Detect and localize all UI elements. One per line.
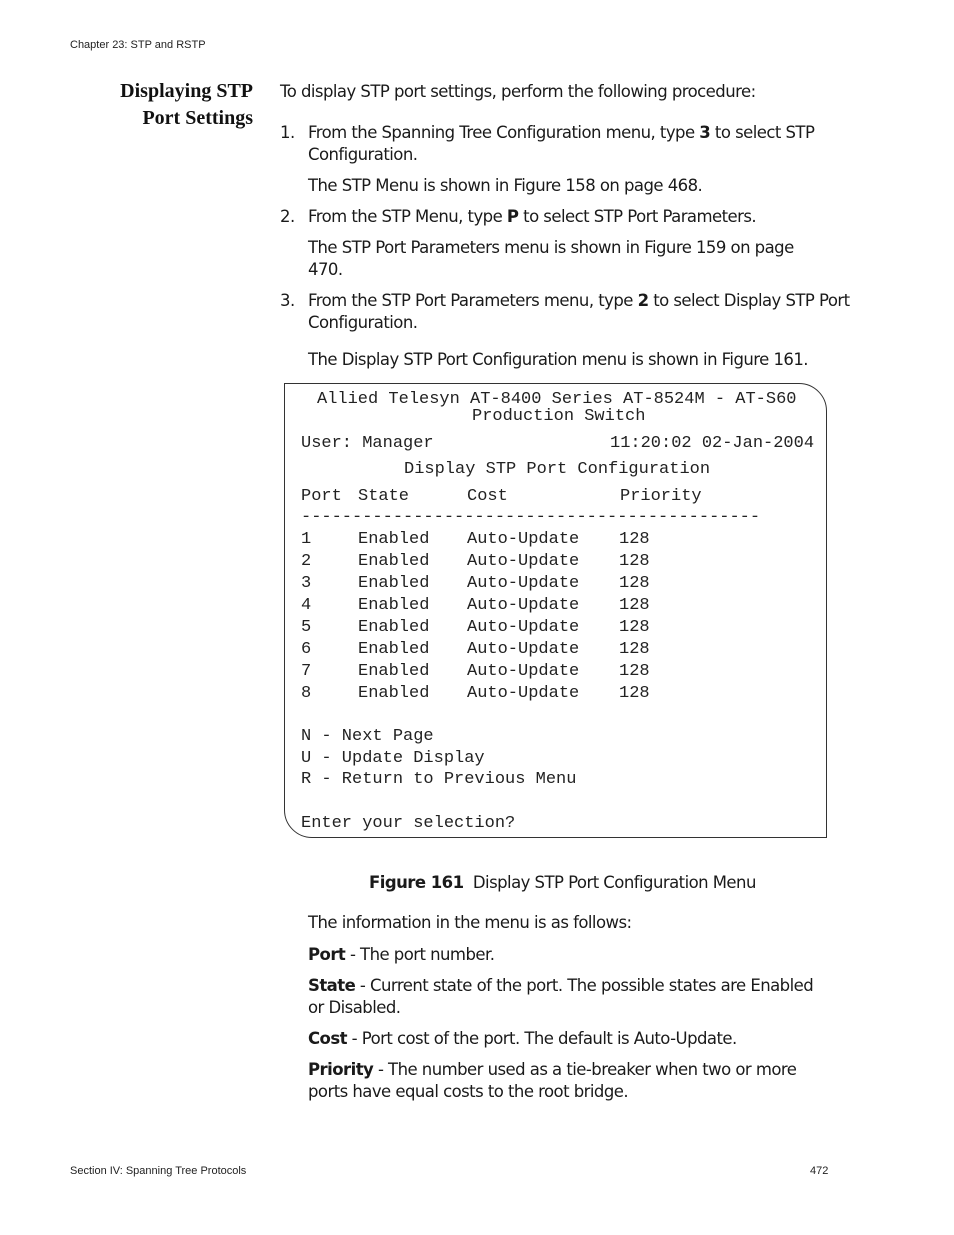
desc-port: - The port number. xyxy=(345,945,495,964)
step-text-part: From the STP Port Parameters menu, type xyxy=(308,291,638,310)
cell-priority: 128 xyxy=(619,552,650,571)
step-number: 2. xyxy=(280,207,295,226)
desc-state-line2: or Disabled. xyxy=(308,998,401,1017)
chapter-header: Chapter 23: STP and RSTP xyxy=(70,39,206,51)
screen-title-line1: Allied Telesyn AT-8400 Series AT-8524M - AT-S60 xyxy=(317,390,797,409)
term-port: Port xyxy=(308,945,346,964)
step-3-note: The Display STP Port Configuration menu is shown in Figure 161. xyxy=(308,350,808,369)
step-text-part: to select Display STP Port xyxy=(648,291,850,310)
cell-priority: 128 xyxy=(619,530,650,549)
cell-port: 3 xyxy=(301,574,312,593)
cell-state: Enabled xyxy=(358,662,430,681)
section-title xyxy=(53,78,253,132)
step-key: 3 xyxy=(699,123,711,142)
step-text-part: to select STP xyxy=(710,123,815,142)
section-title-line2: Port Settings xyxy=(142,107,253,129)
cell-cost: Auto-Update xyxy=(467,684,580,703)
cell-state: Enabled xyxy=(358,530,430,549)
cell-cost: Auto-Update xyxy=(467,530,580,549)
info-priority xyxy=(308,1059,796,1103)
cell-port: 1 xyxy=(301,530,312,549)
desc-cost: - Port cost of the port. The default is Auto-Update. xyxy=(346,1029,737,1048)
col-header-priority: Priority xyxy=(620,487,702,506)
screen-datetime: 11:20:02 02-Jan-2004 xyxy=(610,434,815,453)
step-key: P xyxy=(506,207,519,226)
page-number: 472 xyxy=(810,1165,829,1177)
cell-state: Enabled xyxy=(358,640,430,659)
col-header-cost: Cost xyxy=(467,487,508,506)
step-text-line2: Configuration. xyxy=(308,145,418,164)
screen-user: User: Manager xyxy=(301,434,434,453)
cell-port: 5 xyxy=(301,618,312,637)
cell-priority: 128 xyxy=(619,684,650,703)
cell-cost: Auto-Update xyxy=(467,662,580,681)
step-1-note: The STP Menu is shown in Figure 158 on page 468. xyxy=(308,176,703,195)
screen-menu-title: Display STP Port Configuration xyxy=(404,460,711,479)
screen-divider: --------------------------------------------- xyxy=(301,508,761,527)
figure-caption-text: Display STP Port Configuration Menu xyxy=(472,873,756,892)
cell-priority: 128 xyxy=(619,596,650,615)
figure-caption xyxy=(369,873,756,892)
cell-port: 4 xyxy=(301,596,312,615)
col-header-port: Port xyxy=(301,487,342,506)
footer-section: Section IV: Spanning Tree Protocols xyxy=(70,1165,247,1177)
step-2-note xyxy=(308,237,794,281)
info-port xyxy=(308,944,494,966)
step-3-text xyxy=(308,290,850,334)
cell-port: 6 xyxy=(301,640,312,659)
option-update-display: U - Update Display xyxy=(301,749,485,768)
cell-priority: 128 xyxy=(619,574,650,593)
cell-cost: Auto-Update xyxy=(467,552,580,571)
cell-cost: Auto-Update xyxy=(467,596,580,615)
step-2-text xyxy=(308,206,756,228)
cell-port: 7 xyxy=(301,662,312,681)
cell-state: Enabled xyxy=(358,618,430,637)
term-priority: Priority xyxy=(308,1060,374,1079)
desc-priority-line2: ports have equal costs to the root bridge. xyxy=(308,1082,629,1101)
step-note-line: The STP Port Parameters menu is shown in Figure 159 on page xyxy=(308,238,794,257)
info-state xyxy=(308,975,813,1019)
cell-cost: Auto-Update xyxy=(467,574,580,593)
term-state: State xyxy=(308,976,356,995)
term-cost: Cost xyxy=(308,1029,347,1048)
option-next-page: N - Next Page xyxy=(301,727,434,746)
cell-port: 2 xyxy=(301,552,312,571)
step-text-part: to select STP Port Parameters. xyxy=(518,207,757,226)
info-cost xyxy=(308,1028,737,1050)
cell-priority: 128 xyxy=(619,618,650,637)
cell-state: Enabled xyxy=(358,684,430,703)
step-text-part: From the STP Menu, type xyxy=(308,207,507,226)
figure-label: Figure 161 xyxy=(369,873,464,892)
step-number: 3. xyxy=(280,291,295,310)
desc-priority: - The number used as a tie-breaker when two or more xyxy=(373,1060,797,1079)
cell-port: 8 xyxy=(301,684,312,703)
cell-state: Enabled xyxy=(358,596,430,615)
cell-priority: 128 xyxy=(619,662,650,681)
step-text-line2: Configuration. xyxy=(308,313,418,332)
step-text-part: From the Spanning Tree Configuration menu, type xyxy=(308,123,700,142)
screen-title-line2: Production Switch xyxy=(472,407,646,426)
section-title-line1: Displaying STP xyxy=(120,80,253,102)
cell-state: Enabled xyxy=(358,574,430,593)
option-return-menu: R - Return to Previous Menu xyxy=(301,770,577,789)
step-number: 1. xyxy=(280,123,295,142)
selection-prompt: Enter your selection? xyxy=(301,814,516,833)
step-key: 2 xyxy=(637,291,649,310)
cell-cost: Auto-Update xyxy=(467,640,580,659)
step-note-line: 470. xyxy=(308,260,343,279)
info-intro: The information in the menu is as follows: xyxy=(308,913,632,932)
col-header-state: State xyxy=(358,487,410,506)
cell-cost: Auto-Update xyxy=(467,618,580,637)
cell-state: Enabled xyxy=(358,552,430,571)
cell-priority: 128 xyxy=(619,640,650,659)
intro-text: To display STP port settings, perform the following procedure: xyxy=(280,82,756,101)
desc-state: - Current state of the port. The possible states are Enabled xyxy=(355,976,814,995)
step-1-text xyxy=(308,122,814,166)
